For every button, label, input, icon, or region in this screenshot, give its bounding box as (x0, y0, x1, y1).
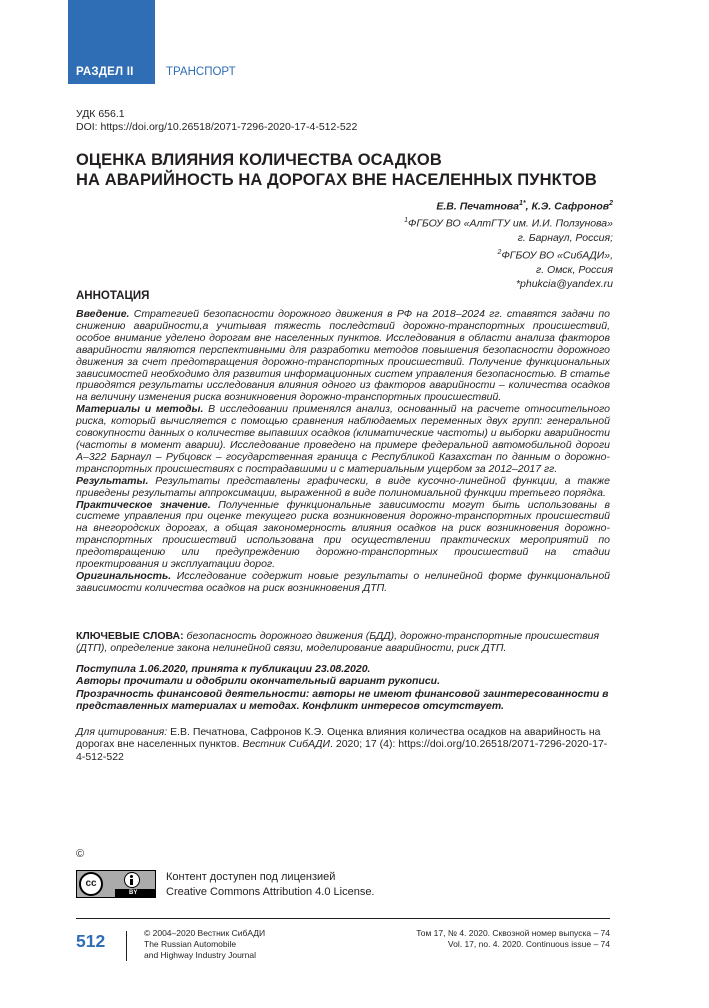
abstract-originality-text: Исследование содержит новые результаты о нелинейной форме функциональной зависимости количества осадков на риск возникновения ДТП. (76, 569, 610, 594)
abstract-practical-label: Практическое значение. (76, 498, 211, 511)
keywords (76, 630, 610, 654)
abstract-results-text: Результаты представлены графически, в виде кусочно-линейной функции, а также приведены результаты аппроксимации, выраженной в виде полиномиальной функции третьего порядка. (76, 474, 610, 499)
abstract-originality-label: Оригинальность. (76, 569, 172, 582)
section-name: ТРАНСПОРТ (166, 66, 236, 78)
approval-note: Авторы прочитали и одобрили окончательный вариант рукописи. (76, 675, 441, 688)
article-title (76, 150, 636, 190)
citation-text-1: Е.В. Печатнова, Сафронов К.Э. Оценка влияния количества осадков на аварийность на дорогах вне населенных пунктов. (76, 726, 601, 751)
abstract-results-label: Результаты. (76, 474, 149, 487)
footer-journal (144, 928, 265, 961)
received-dates: Поступила 1.06.2020, принята к публикации 23.08.2020. (76, 663, 371, 675)
abstract-intro-label: Введение. (76, 308, 130, 320)
transparency-note: Прозрачность финансовой деятельности: авторы не имеют финансовой заинтересованности в представленных материалах и методах. Конфликт интересов отсутствует. (76, 687, 609, 713)
cc-by-badge[interactable] (76, 870, 156, 898)
submission-info (76, 663, 616, 713)
page-number: 512 (76, 931, 106, 951)
author-names (404, 197, 613, 214)
cc-icon: cc (79, 872, 103, 896)
author-1: Е.В. Печатнова (436, 200, 519, 213)
keywords-label: КЛЮЧЕВЫЕ СЛОВА: (76, 630, 184, 642)
keywords-text: безопасность дорожного движения (БДД), дорожно-транспортные происшествия (ДТП), определение закона нелинейной связи, моделирование аварийности, риск ДТП. (76, 630, 600, 655)
author-2: К.Э. Сафронов (531, 200, 610, 213)
article-title-line1: ОЦЕНКА ВЛИЯНИЯ КОЛИЧЕСТВА ОСАДКОВ (76, 151, 442, 169)
abstract-originality (76, 571, 610, 595)
abstract-methods (76, 404, 610, 475)
abstract-results (76, 476, 610, 500)
affiliation-2-name: ФГБОУ ВО «СибАДИ», (501, 249, 613, 262)
copyright-symbol: © (76, 848, 85, 860)
citation-label: Для цитирования: (76, 726, 168, 738)
affiliation-2-sup: 2 (497, 248, 502, 256)
section-label: РАЗДЕЛ II (76, 66, 134, 78)
footer-vertical-divider (126, 931, 127, 961)
citation (76, 726, 610, 763)
footer-right-line1: Том 17, № 4. 2020. Сквозной номер выпуска – 74 (416, 928, 610, 938)
abstract-body (76, 309, 610, 595)
by-label: BY (129, 890, 138, 896)
abstract-practical-text: Полученные функциональные зависимости могут быть использованы в системе управления при оценке текущего риска возникновения дорожно-транспортных происшествий на внегородских дорогах, а общая закономерность влияния осадков на риск возникновения дорожно-транспортных происшествий использована при осуществлении практических мероприятий по предотвращению или предупреждению дорожно-транспортных происшествий на стадии проектирования и эксплуатации дорог. (76, 498, 610, 571)
affiliation-2 (404, 246, 613, 263)
abstract-practical (76, 500, 610, 571)
footer-left-line2: The Russian Automobile (144, 939, 237, 949)
author-email[interactable]: *phukcia@yandex.ru (515, 278, 613, 291)
author-2-sup: 2 (609, 200, 613, 207)
citation-text-2: . 2020; 17 (4): https://doi.org/10.26518/2071-7296-2020-17-4-512-522 (76, 738, 608, 763)
author-block (404, 197, 613, 292)
license-line1: Контент доступен под лицензией (166, 871, 336, 883)
author-1-sup: 1* (518, 200, 526, 207)
footer-left-line1: © 2004–2020 Вестник СибАДИ (144, 928, 266, 938)
author-separator: , (525, 200, 532, 213)
affiliation-1-sup: 1 (404, 217, 408, 225)
footer-right-line2: Vol. 17, no. 4. 2020. Continuous issue – 74 (447, 939, 610, 949)
abstract-heading: АННОТАЦИЯ (76, 290, 150, 302)
license-text (166, 870, 375, 899)
license-line2[interactable]: Creative Commons Attribution 4.0 License. (166, 885, 375, 898)
abstract-methods-label: Материалы и методы. (76, 403, 204, 416)
citation-journal: Вестник СибАДИ (242, 738, 331, 751)
footer-divider (76, 918, 610, 919)
udk-code: УДК 656.1 (76, 108, 125, 120)
footer-issue (416, 928, 610, 950)
article-title-line2: НА АВАРИЙНОСТЬ НА ДОРОГАХ ВНЕ НАСЕЛЕННЫХ ПУНКТОВ (76, 171, 597, 189)
abstract-intro (76, 309, 610, 404)
doi-link[interactable]: DOI: https://doi.org/10.26518/2071-7296-2020-17-4-512-522 (76, 121, 358, 133)
footer-left-line3: and Highway Industry Journal (144, 950, 256, 960)
affiliation-1-city: г. Барнаул, Россия; (517, 232, 613, 245)
attribution-person-icon (124, 872, 140, 888)
affiliation-2-city: г. Омск, Россия (536, 263, 613, 276)
abstract-intro-text: Стратегией безопасности дорожного движения в РФ на 2018–2024 гг. ставятся задачи по снижению аварийности,а учитывая тяжесть последствий дорожно-транспортных происшествий, особое внимание уделено дорогам вне населенных пунктов. Исследования в области анализа факторов аварийности являются перспективными для разработки методов повышения безопасности дорожного движения за счет предотвращения дорожно-транспортных происшествий. Получение функциональных зависимостей необходимо для развития информационных систем управления безопасностью. В статье приводятся результаты исследования влияния одного из факторов аварийности – количества осадков на величину изменения риска возникновения дорожно-транспортных происшествий. (76, 308, 610, 404)
affiliation-1 (404, 214, 613, 231)
abstract-methods-text: В исследовании применялся анализ, основанный на расчете относительного риска, который вычисляется с помощью сравнения наблюдаемых переменных двух групп: генеральной совокупности данных о количестве выпавших осадков (климатические частоты) и выборки аварийности (частоты в момент аварии). Исследование проведено на примере федеральной автомобильной дороги А–322 Барнаул – Рубцовск – государственная граница с Республикой Казахстан по данным о дорожно-транспортных происшествиях с пострадавшими и с материальным ущербом за 2012–2017 гг. (76, 403, 611, 475)
affiliation-1-name: ФГБОУ ВО «АлтГТУ им. И.И. Ползунова» (408, 217, 613, 230)
